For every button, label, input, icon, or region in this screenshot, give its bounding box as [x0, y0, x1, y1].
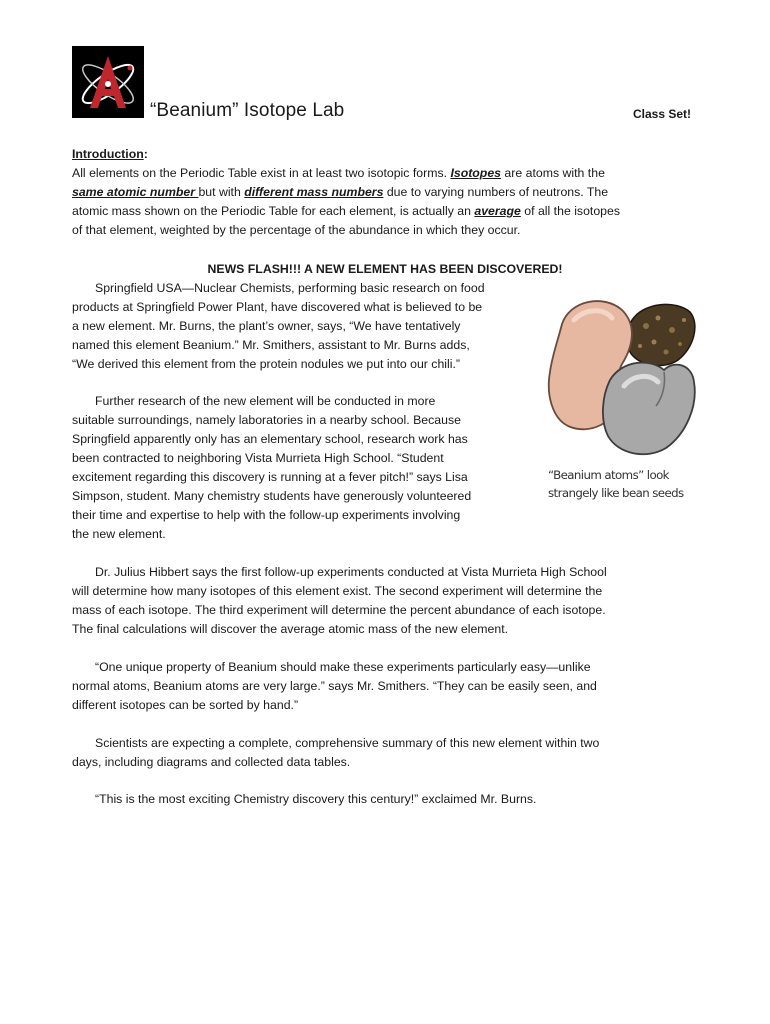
paragraph-line: a new element. Mr. Burns, the plant’s owner, says, “We have tentatively: [72, 319, 461, 333]
intro-text: All elements on the Periodic Table exist in at least two isotopic forms.: [72, 166, 451, 180]
bean-seeds-graphic: [546, 290, 696, 460]
paragraph-line: products at Springfield Power Plant, have discovered what is believed to be: [72, 300, 483, 314]
paragraph-line: Simpson, student. Many chemistry students have generously volunteered: [72, 489, 472, 503]
atom-logo-icon: [72, 46, 144, 118]
paragraph-quote: [72, 790, 536, 809]
paragraph-line: normal atoms, Beanium atoms are very large.” says Mr. Smithers. “They can be easily seen, and: [72, 679, 597, 693]
different-mass-numbers-term: different mass numbers: [244, 185, 384, 199]
intro-text: are atoms with the: [501, 166, 605, 180]
paragraph-line: named this element Beanium.” Mr. Smithers, assistant to Mr. Burns adds,: [72, 338, 470, 352]
paragraph-line: different isotopes can be sorted by hand.”: [72, 698, 299, 712]
paragraph-line: “One unique property of Beanium should make these experiments particularly easy—unlike: [95, 660, 591, 674]
paragraph-unique-property: [72, 658, 597, 715]
paragraph-line: will determine how many isotopes of this element exist. The second experiment will determine the: [72, 584, 603, 598]
paragraph-springfield: [72, 279, 485, 374]
introduction-section: [72, 145, 620, 240]
intro-text: atomic mass shown on the Periodic Table for each element, is actually an: [72, 204, 475, 218]
paragraph-line: mass of each isotope. The third experiment will determine the percent abundance of each isotope.: [72, 603, 606, 617]
paragraph-line: Dr. Julius Hibbert says the first follow-up experiments conducted at Vista Murrieta High School: [95, 565, 607, 579]
paragraph-line: days, including diagrams and collected data tables.: [72, 755, 351, 769]
paragraph-line: The final calculations will discover the average atomic mass of the new element.: [72, 622, 509, 636]
paragraph-summary: [72, 734, 599, 772]
paragraph-line: their time and expertise to help with the follow-up experiments involving: [72, 508, 461, 522]
paragraph-line: been contracted to neighboring Vista Murrieta High School. “Student: [72, 451, 444, 465]
intro-text: but with: [198, 185, 245, 199]
paragraph-experiments: [72, 563, 607, 639]
paragraph-line: “We derived this element from the protein nodules we put into our chili.”: [72, 357, 461, 371]
intro-text: due to varying numbers of neutrons. The: [383, 185, 609, 199]
page-title: “Beanium” Isotope Lab: [150, 100, 345, 121]
introduction-heading: Introduction: [72, 147, 144, 161]
intro-text: of all the isotopes: [520, 204, 620, 218]
figure-caption: [548, 466, 684, 502]
caption-line: strangely like bean seeds: [548, 486, 684, 500]
class-set-label: Class Set!: [633, 107, 692, 121]
news-flash-heading: NEWS FLASH!!! A NEW ELEMENT HAS BEEN DISCOVERED!: [207, 262, 563, 276]
introduction-colon: :: [143, 147, 148, 161]
average-term: average: [474, 204, 521, 218]
paragraph-line: Further research of the new element will be conducted in more: [95, 394, 436, 408]
paragraph-line: the new element.: [72, 527, 166, 541]
same-atomic-number-term: same atomic number: [72, 185, 199, 199]
paragraph-line: Springfield apparently only has an elementary school, research work has: [72, 432, 468, 446]
paragraph-line: “This is the most exciting Chemistry discovery this century!” exclaimed Mr. Burns.: [95, 792, 537, 806]
bean-seeds-illustration: [546, 290, 696, 460]
paragraph-line: Springfield USA—Nuclear Chemists, performing basic research on food: [95, 281, 485, 295]
paragraph-line: excitement regarding this discovery is running at a fever pitch!” says Lisa: [72, 470, 468, 484]
paragraph-further-research: [72, 392, 471, 544]
paragraph-line: suitable surroundings, namely laboratories in a nearby school. Because: [72, 413, 461, 427]
atom-logo-graphic: [72, 46, 144, 118]
intro-text: of that element, weighted by the percentage of the abundance in which they occur.: [72, 223, 521, 237]
isotopes-term: Isotopes: [450, 166, 502, 180]
paragraph-line: Scientists are expecting a complete, comprehensive summary of this new element within two: [95, 736, 600, 750]
caption-line: “Beanium atoms” look: [548, 468, 669, 482]
